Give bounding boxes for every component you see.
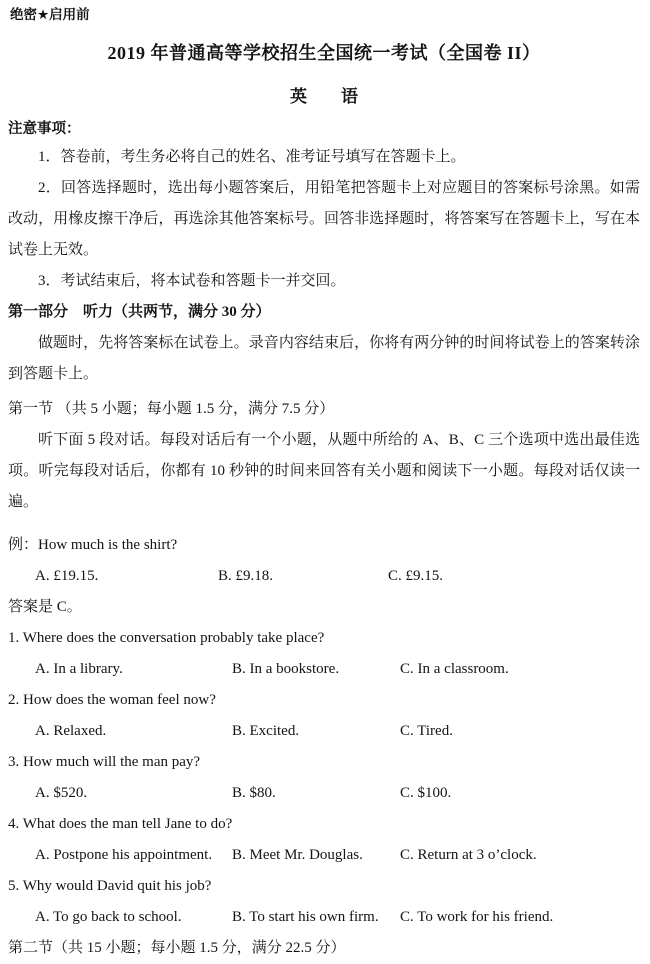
question-3-option-b: B. $80. <box>232 785 276 801</box>
question-4-option-b: B. Meet Mr. Douglas. <box>232 847 363 863</box>
question-1-option-c: C. In a classroom. <box>400 661 509 677</box>
question-4-prompt: 4. What does the man tell Jane to do? <box>8 816 233 832</box>
question-4-option-a: A. Postpone his appointment. <box>35 847 213 863</box>
section1-instructions: 听下面 5 段对话。每段对话后有一个小题，从题中所给的 A、B、C 三个选项中选出最佳选项。听完每段对话后，你都有 10 秒钟的时间来回答有关小题和阅读下一小题。每段对话仅读一遍。 <box>8 432 640 510</box>
part1-heading: 第一部分 听力（共两节，满分 30 分） <box>8 304 271 320</box>
question-3-option-c: C. $100. <box>400 785 452 801</box>
question-3-prompt: 3. How much will the man pay? <box>8 754 201 770</box>
question-4-options-row <box>35 840 640 871</box>
part1-intro: 做题时，先将答案标在试卷上。录音内容结束后，你将有两分钟的时间将试卷上的答案转涂到答题卡上。 <box>8 335 640 382</box>
section2-heading: 第二节（共 15 小题；每小题 1.5 分，满分 22.5 分） <box>8 940 346 956</box>
example-prompt: 例：How much is the shirt? <box>8 537 178 553</box>
notice-item-1: 1．答卷前，考生务必将自己的姓名、准考证号填写在答题卡上。 <box>38 149 466 165</box>
question-5-option-c: C. To work for his friend. <box>400 909 554 925</box>
question-5-prompt: 5. Why would David quit his job? <box>8 878 212 894</box>
subject-title: 英 语 <box>290 87 358 106</box>
example-answer: 答案是 C。 <box>8 599 82 615</box>
question-2-option-c: C. Tired. <box>400 723 453 739</box>
example-options-row <box>35 561 640 592</box>
question-3-options-row <box>35 778 640 809</box>
notice-heading: 注意事项： <box>8 121 81 137</box>
question-1-option-b: B. In a bookstore. <box>232 661 340 677</box>
question-2-option-b: B. Excited. <box>232 723 300 739</box>
question-1-options-row <box>35 654 640 685</box>
exam-title: 2019 年普通高等学校招生全国统一考试（全国卷 II） <box>107 43 541 63</box>
question-5-options-row <box>35 902 640 933</box>
example-option-a: A. £19.15. <box>35 568 99 584</box>
secrecy-label: 绝密★启用前 <box>10 7 90 22</box>
question-1-prompt: 1. Where does the conversation probably take place? <box>8 630 325 646</box>
example-option-b: B. £9.18. <box>218 568 274 584</box>
question-2-option-a: A. Relaxed. <box>35 723 107 739</box>
question-3-option-a: A. $520. <box>35 785 88 801</box>
notice-item-3: 3．考试结束后，将本试卷和答题卡一并交回。 <box>38 273 346 289</box>
question-4-option-c: C. Return at 3 o’clock. <box>400 847 537 863</box>
question-5-option-b: B. To start his own firm. <box>232 909 379 925</box>
section1-heading: 第一节 （共 5 小题；每小题 1.5 分，满分 7.5 分） <box>8 401 335 417</box>
example-option-c: C. £9.15. <box>388 568 444 584</box>
question-2-prompt: 2. How does the woman feel now? <box>8 692 216 708</box>
notice-item-2: 2．回答选择题时，选出每小题答案后，用铅笔把答题卡上对应题目的答案标号涂黑。如需改动，用橡皮擦干净后，再选涂其他答案标号。回答非选择题时，将答案写在答题卡上，写在本试卷上无效。 <box>8 180 640 258</box>
question-5-option-a: A. To go back to school. <box>35 909 182 925</box>
question-2-options-row <box>35 716 640 747</box>
question-1-option-a: A. In a library. <box>35 661 123 677</box>
